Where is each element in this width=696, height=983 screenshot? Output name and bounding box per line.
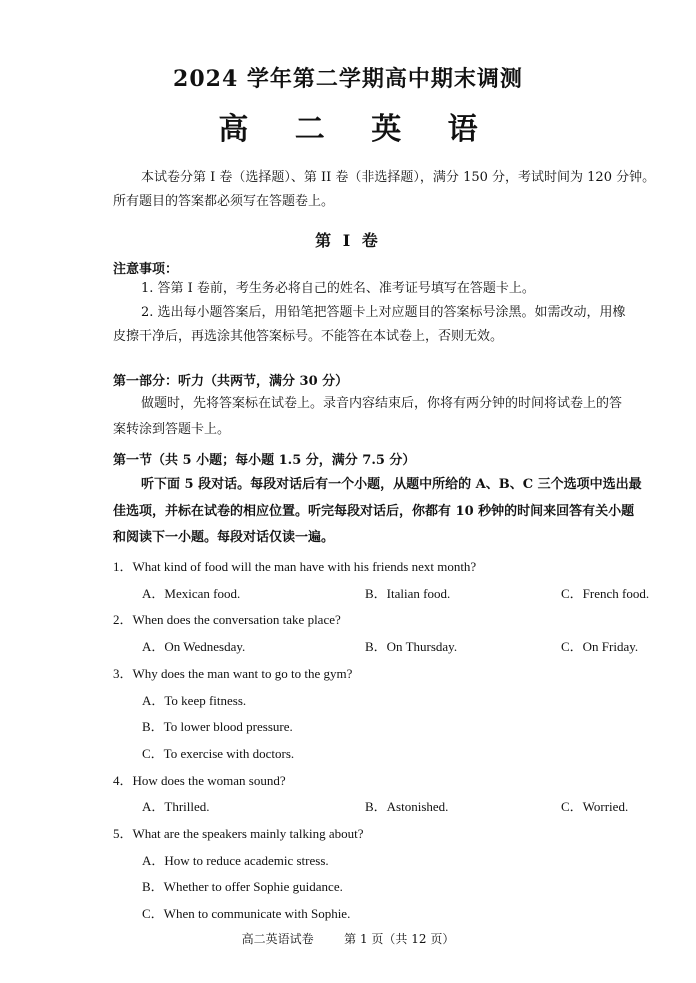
- q3-option-c: C．To exercise with doctors.: [142, 746, 295, 761]
- q4-option-c: C．Worried.: [561, 799, 629, 814]
- part1-desc-1: 做题时，先将答案标在试卷上。录音内容结束后，你将有两分钟的时间将试卷上的答: [141, 396, 623, 411]
- exam-title: 2024 学年第二学期高中期末调测: [173, 66, 523, 92]
- q1-option-b: B．Italian food.: [365, 586, 451, 601]
- notice-1: 1. 答第 I 卷前，考生务必将自己的姓名、准考证号填写在答题卡上。: [141, 281, 535, 296]
- question-1: 1．What kind of food will the man have with his friends next month?: [113, 559, 477, 574]
- section1-desc-3: 和阅读下一小题。每段对话仅读一遍。: [113, 530, 335, 545]
- notice-2a: 2. 选出每小题答案后，用铅笔把答题卡上对应题目的答案标号涂黑。如需改动，用橡: [141, 305, 626, 320]
- q5-option-c: C．When to communicate with Sophie.: [142, 906, 351, 921]
- intro-line-1: 本试卷分第 I 卷（选择题）、第 II 卷（非选择题），满分 150 分，考试时间为 120 分钟。: [141, 170, 656, 185]
- question-3: 3．Why does the man want to go to the gym?: [113, 666, 353, 681]
- q4-option-a: A．Thrilled.: [142, 799, 210, 814]
- question-4: 4．How does the woman sound?: [113, 773, 286, 788]
- q5-option-a: A．How to reduce academic stress.: [142, 853, 329, 868]
- volume-title: 第 I 卷: [315, 231, 381, 250]
- part1-desc-2: 案转涂到答题卡上。: [113, 422, 231, 437]
- q4-option-b: B．Astonished.: [365, 799, 449, 814]
- section1-desc-2: 佳选项，并标在试卷的相应位置。听完每段对话后，你都有 10 秒钟的时间来回答有关小题: [113, 504, 635, 519]
- q2-option-c: C．On Friday.: [561, 639, 639, 654]
- q2-option-a: A．On Wednesday.: [142, 639, 246, 654]
- section1-title: 第一节（共 5 小题；每小题 1.5 分，满分 7.5 分）: [113, 453, 416, 468]
- q3-option-b: B．To lower blood pressure.: [142, 719, 293, 734]
- q1-option-c: C．French food.: [561, 586, 650, 601]
- page-footer: 高二英语试卷 第 1 页（共 12 页）: [241, 932, 455, 946]
- section1-desc-1: 听下面 5 段对话。每段对话后有一个小题，从题中所给的 A、B、C 三个选项中选出最: [141, 477, 642, 492]
- intro-line-2: 所有题目的答案都必须写在答题卷上。: [113, 194, 335, 209]
- notice-title: 注意事项：: [113, 262, 179, 277]
- question-5: 5．What are the speakers mainly talking about?: [113, 826, 364, 841]
- q1-option-a: A．Mexican food.: [142, 586, 241, 601]
- subject-title: 高 二 英 语: [218, 112, 496, 147]
- q5-option-b: B．Whether to offer Sophie guidance.: [142, 879, 343, 894]
- question-2: 2．When does the conversation take place?: [113, 612, 341, 627]
- q2-option-b: B．On Thursday.: [365, 639, 458, 654]
- part1-title: 第一部分：听力（共两节，满分 30 分）: [113, 374, 349, 389]
- notice-2b: 皮擦干净后，再选涂其他答案标号。不能答在本试卷上，否则无效。: [113, 329, 504, 344]
- q3-option-a: A．To keep fitness.: [142, 693, 247, 708]
